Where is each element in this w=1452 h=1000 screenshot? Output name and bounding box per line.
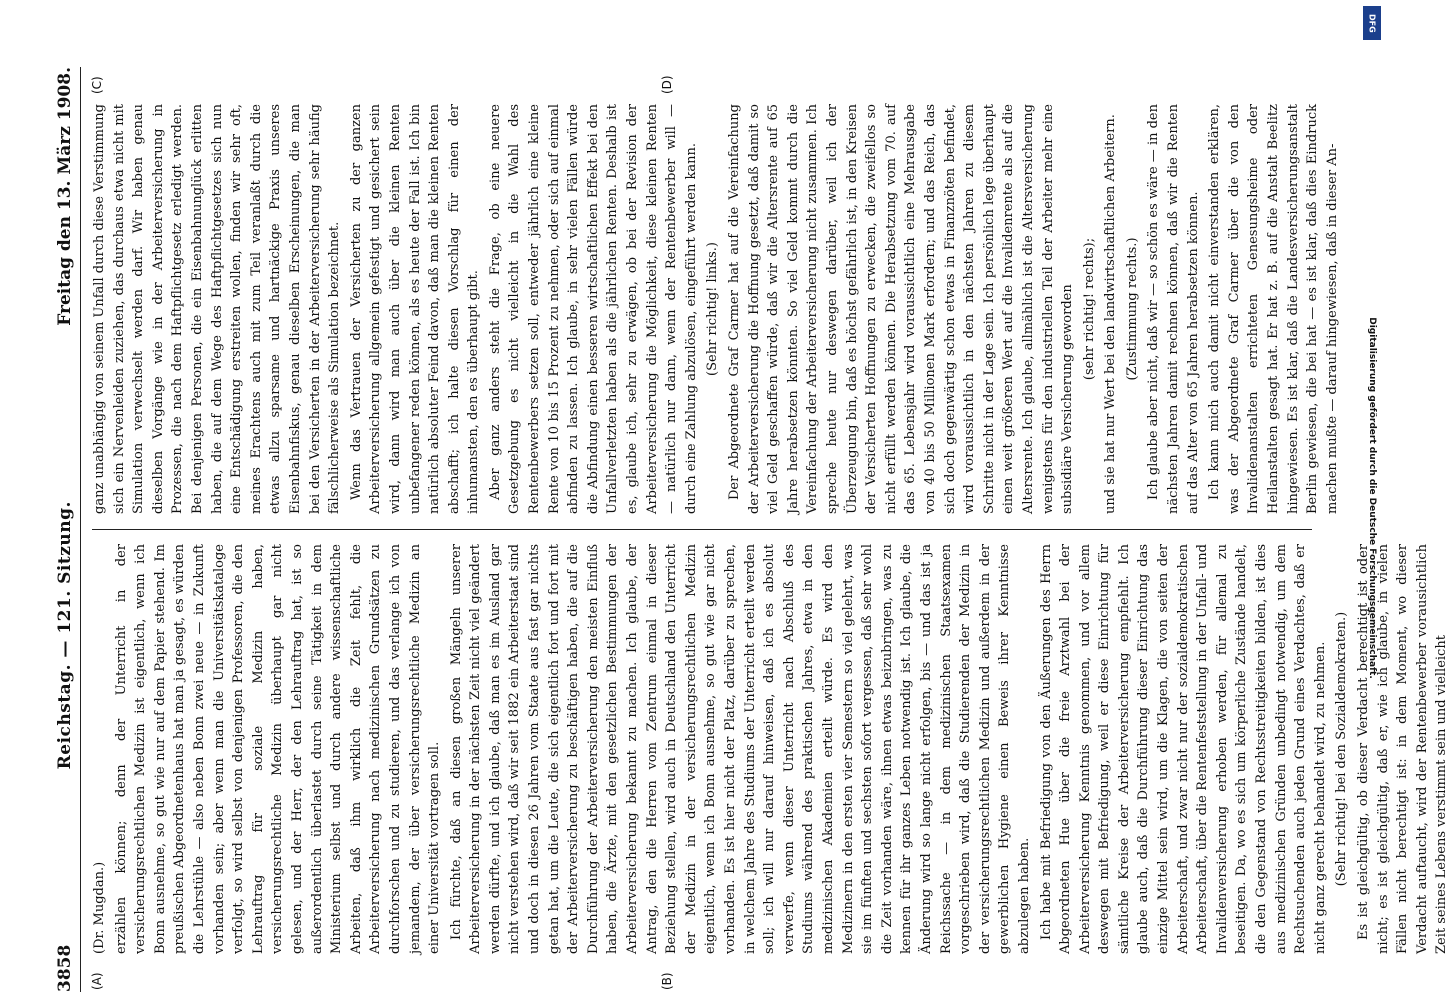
page-number: 3858 xyxy=(55,944,75,992)
paragraph: Ich kann mich auch damit nicht einverstanden erklären, was der Abgeordnete Graf Carmer über die von den Invalidenanstalten errichteten Genesungsheime oder Heilanstalten gesagt hat. Er hat z. B. auf die Anstalt Beelitz hingewiesen. Es ist klar, daß die Landesversicherungsanstalt Berlin gewiesen, die bei hat — es ist klar, daß dies Eindruck machen mußte — darauf hingewiesen, daß in dieser An- xyxy=(1207,104,1340,514)
paragraph: Ich fürchte, daß an diesen großen Mängeln unserer Arbeiterversicherung in der nächsten Zeit nicht viel geändert werden dürfte, und ich glaube, daß man es im Ausland gar nicht verstehen wird, daß wir seit 1882 ein Arbeiterstaat sind und doch in diesen 26 Jahren vom Staate aus fast gar nichts getan hat, um die Leute, die sich eigentlich fort und fort mit der Arbeiterversicherung zu beschäftigen haben, die auf die Durchführung der Arbeiterversicherung den meisten Einfluß haben, die Ärzte, mit den gesetzlichen Bestimmungen der Arbeiterversicherung bekannt zu machen. Ich glaube, der Antrag, den die Herren vom Zentrum einmal in dieser Beziehung stellen, wird auch in Deutschland den Unterricht der Medizin in der versicherungsrechtlichen Medizin eigentlich, wenn ich Bonn ausnehme, so gut wie gar nicht vorhanden. Es ist hier nicht der Platz, darüber zu sprechen, in welchem Jahre des Studiums der Unterricht erteilt werden soll; ich will nur darauf hinweisen, daß ich es absolut verwerfe, wenn dieser Unterricht nach Abschluß des Studiums während des praktischen Jahres, etwa in den medizinischen Akademien erteilt würde. Es wird den Medizinern in den ersten vier Semestern so viel gelehrt, was sie im fünften und sechsten sofort vergessen, daß sehr wohl die Zeit vorhanden wäre, ihnen etwas beizubringen, was zu kennen für ihr ganzes Leben notwendig ist. Ich glaube, die Änderung wird so lange nicht erfolgen, bis — und das ist ja Reichssache — in dem medizinischen Staatsexamen vorgeschrieben wird, daß die Studierenden der Medizin in der versicherungsrechtlichen Medizin und außerdem in der gewerblichen Hygiene einen Beweis ihrer Kenntnisse abzulegen haben. xyxy=(448,544,1032,954)
left-column xyxy=(90,544,1450,954)
margin-label-b: (B) xyxy=(660,972,674,990)
page-date: Freitag den 13. März 1908. xyxy=(55,67,75,326)
margin-label-a: (A) xyxy=(90,972,104,990)
digitization-note: Digitalisierung gefördert durch die Deutsche Forschungsgemeinschaft. xyxy=(1367,317,1377,679)
paragraph: und sie hat nur Wert bei den landwirtschaftlichen Arbeitern. xyxy=(1103,114,1119,514)
dfg-logo: DFG xyxy=(1363,6,1381,40)
paragraph: Wenn das Vertrauen der Versicherten zu der ganzen Arbeiterversicherung allgemein gefestigt und gesichert sein wird, dann wird man auch über die kleinen Renten unbefangener reden können, als es heute der Fall ist. Ich bin natürlich absoluter Feind davon, daß man die kleinen Renten abschafft; ich halte diesen Vorschlag für einen der inhumansten, den es überhaupt gibt. xyxy=(348,104,482,514)
interjection: (Zustimmung rechts.) xyxy=(1124,237,1140,381)
margin-label-d: (D) xyxy=(660,75,674,94)
page-title: Reichstag. — 121. Sitzung. xyxy=(55,501,75,770)
paragraph: Aber ganz anders steht die Frage, ob eine neuere Gesetzgebung es nicht vielleicht in die Wahl des Rentenbewerbers setzen soll, entweder jährlich eine kleine Rente von 10 bis 15 Prozent zu nehmen, oder sich auf einmal abfinden zu lassen. Ich glaube, in sehr vielen Fällen würde die Abfindung einen besseren wirtschaftlichen Effekt bei den Unfallverletzten haben als die jährlichen Renten. Deshalb ist es, glaube ich, sehr zu erwägen, ob bei der Revision der Arbeiterversicherung die Möglichkeit, diese kleinen Renten — natürlich nur dann, wenn der Rentenbewerber will — durch eine Zahlung abzulösen, eingeführt werden kann. xyxy=(487,104,699,514)
paragraph: Der Abgeordnete Graf Carmer hat auf die Vereinfachung der Arbeiterversicherung die Hoffnung gesetzt, daß damit so viel Geld geschaffen würde, daß wir die Altersrente auf 65 Jahre herabsetzen könnten. So viel Geld kommt durch die Vereinfachung der Arbeiterversicherung nicht zusammen. Ich spreche heute nur deswegen darüber, weil ich der Überzeugung bin, daß es höchst gefährlich ist, in den Kreisen der Versicherten Hoffnungen zu erwecken, die zweifellos so nicht erfüllt werden können. Die Herabsetzung vom 70. auf das 65. Lebensjahr wird voraussichtlich eine Mehrausgabe von 40 bis 50 Millionen Mark erfordern; und das Reich, das sich doch gegenwärtig schon etwas in Finanznöten befindet, wird voraussichtlich in den nächsten Jahren zu diesem Schritte nicht in der Lage sein. Ich persönlich lege überhaupt einen weit größeren Wert auf die Invalidenrente als auf die Altersrente. Ich glaube, allmählich ist die Altersversicherung wenigstens für den industriellen Teil der Arbeiter mehr eine subsidiäre Versicherung geworden xyxy=(727,104,1076,514)
column-divider xyxy=(92,529,1312,530)
margin-label-c: (C) xyxy=(90,76,104,94)
interjection: (Sehr richtig! links.) xyxy=(705,242,721,376)
speaker-label: (Dr. Mugdan.) xyxy=(92,861,107,954)
paragraph: erzählen können; denn der Unterricht in der versicherungsrechtlichen Medizin ist eigentlich, wenn ich Bonn ausnehme, so gut wie nur auf dem Papier stehend. Im preußischen Abgeordnetenhaus hat man ja gesagt, es würden die Lehrstühle — also neben Bonn zwei neue — in Zukunft vorhanden sein; aber wenn man die Universitätskataloge verfolgt, so wird selbst von denjenigen Professoren, die den Lehrauftrag für soziale Medizin haben, versicherungsrechtliche Medizin überhaupt gar nicht gelesen, und der Herr, der den Lehrauftrag hat, ist so außerordentlich überlastet durch seine Tätigkeit in dem Ministerium selbst und durch andere wissenschaftliche Arbeiten, daß ihm wirklich die Zeit fehlt, die Arbeiterversicherung nach medizinischen Grundsätzen zu durchforschen und zu studieren, und das verlange ich von jemandem, der über versicherungsrechtliche Medizin an einer Universität vortragen soll. xyxy=(113,544,443,954)
paragraph: Es ist gleichgültig, ob dieser Verdacht berechtigt ist oder nicht; es ist gleichgültig, daß er, wie ich glaube, in vielen Fällen nicht berechtigt ist: in dem Moment, wo dieser Verdacht auftaucht, wird der Rentenbewerber vorausichtlich Zeit seines Lebens verstimmt sein und vielleicht xyxy=(1356,544,1450,954)
paragraph: Ich glaube aber nicht, daß wir — so schön es wäre — in den nächsten Jahren damit rechnen können, daß wir die Renten auf das Alter von 65 Jahren herabsetzen können. xyxy=(1146,104,1201,514)
paragraph: Ich habe mit Befriedigung von den Äußerungen des Herrn Abgeordneten Hue über die freie Arztwahl bei der Arbeiterversicherung Kenntnis genommen, und vor allem deswegen mit Befriedigung, weil er diese Einrichtung für sämtliche Kreise der Arbeiterversicherung empfiehlt. Ich glaube auch, daß die Durchführung dieser Einrichtung das einzige Mittel sein wird, um die Klagen, die von seiten der Arbeiterschaft, und zwar nicht nur der sozialdemokratischen Arbeiterschaft, über die Rentenfeststellung in der Unfall- und Invalidenversicherung erhoben werden, für allemal zu beseitigen. Da, wo es sich um körperliche Zustände handelt, die den Gegenstand von Rechtsstreitigkeiten bilden, ist dies aus medizinischen Gründen unbedingt notwendig, um dem Rechtsuchenden auch jeden Grund eines Verdachtes, daß er nicht ganz gerecht behandelt wird, zu nehmen. xyxy=(1038,544,1328,954)
interjection: (Sehr richtig! bei den Sozialdemokraten.) xyxy=(1334,611,1350,887)
page-header xyxy=(50,67,81,992)
right-column xyxy=(90,104,1340,514)
paragraph: ganz unabhängig von seinem Unfall durch diese Verstimmung sich ein Nervenleiden zuziehen, das durchaus etwa nicht mit Simulation verwechselt werden darf. Wir haben genau dieselben Vorgänge wie in der Arbeiterversicherung in Prozessen, die nach dem Haftpflichtgesetz erledigt werden. Bei denjenigen Personen, die ein Eisenbahnunglück erlitten haben, die auf dem Wege des Haftpflichtgesetzes sich nun eine Entschädigung erstreiten wollen, finden wir sehr oft, meines Erachtens auch mit zum Teil veranlaßt durch die etwas allzu sparsame und hartnäckige Praxis unseres Eisenbahnfiskus, genau dieselben Erscheinungen, die man bei den Versicherten in der Arbeiterversicherung sehr häufig fälschlicherweise als Simulation bezeichnet. xyxy=(92,104,343,514)
interjection: (sehr richtig! rechts); xyxy=(1081,237,1097,381)
